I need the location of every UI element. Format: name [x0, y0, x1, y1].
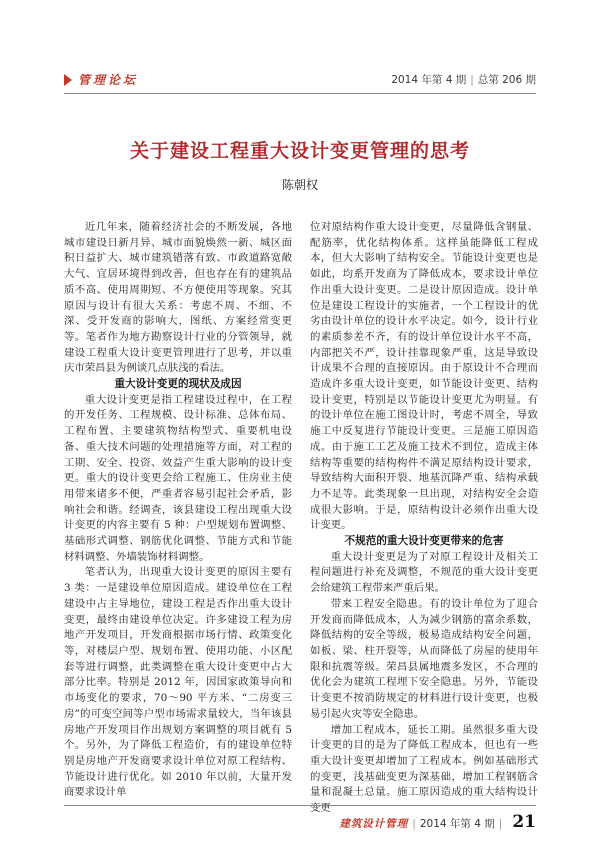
paragraph: 重大设计变更是指工程建设过程中，在工程的开发任务、工程规模、设计标准、总体布局、工程布置、主要建筑物结构型式、重要机电设备、重大技术问题的处理措施等方面，对工程的工期、安全、投资、效益产生重大影响的设计变更。重大的设计变更会给工程施工、住房业主使用带来诸多不便，严重者容易引起社会矛盾，影响社会和谐。经调查，该县建设工程出现重大设计变更的内容主要有 5 种：户型规划布置调整、基础形式调整、钢筋优化调整、节能方式和节能材料调整、外墙装饰材料调整。	[64, 393, 292, 563]
running-footer	[339, 812, 536, 832]
footer-issue: 2014 年第 4 期	[419, 818, 495, 830]
paragraph: 增加工程成本，延长工期。虽然很多重大设计变更的目的是为了降低工程成本，但也有一些重大设计变更却增加了工程成本。例如基础形式的变更，浅基础变更为深基础，增加工程钢筋含量和混凝土总量。施工原因造成的重大结构设计变更	[310, 723, 538, 815]
total-issue: 总第 206 期	[477, 74, 536, 86]
running-header	[64, 70, 536, 92]
header-rule	[64, 93, 536, 94]
section-label: 管理论坛	[78, 73, 139, 87]
section-heading: 重大设计变更的现状及成因	[114, 378, 242, 391]
left-column	[64, 220, 292, 801]
paragraph: 带来工程安全隐患。有的设计单位为了迎合开发商而降低成本，人为减少钢筋的富余系数，降低结构的安全等级，极易造成结构安全问题，如板、梁、柱开裂等，从而降低了房屋的使用年限和抗震等级。荣昌县属地震多发区，不合理的优化会为建筑工程埋下安全隐患。另外，节能设计变更不按消防规定的材料进行设计变更，也极易引起火灾等安全隐患。	[310, 597, 538, 720]
right-column	[310, 220, 538, 817]
separator: |	[498, 818, 503, 830]
article-title: 关于建设工程重大设计变更管理的思考	[129, 140, 470, 162]
paragraph: 近几年来，随着经济社会的不断发展，各地城市建设日新月异、城市面貌焕然一新、城区面积日益扩大、城市建筑错落有致、市政道路宽敞大气、宜居环境得到改善，但也存在有的建筑品质不高、使用周期短、不方便使用等现象。究其原因与设计有很大关系：考虑不周、不细、不深、受开发商的影响大，图纸、方案经常变更等。笔者作为地方勘察设计行业的分管领导，就建设工程重大设计变更管理进行了思考，并以重庆市荣昌县为例谈几点肤浅的看法。	[64, 221, 292, 375]
separator: |	[470, 74, 474, 86]
paragraph: 笔者认为，出现重大设计变更的原因主要有 3 类：一是建设单位原因造成。建设单位在工程建设中占主导地位，建设工程是否作出重大设计变更，最终由建设单位决定。许多建设工程为房地产开发项目，开发商根据市场行情、政策变化等，对楼层户型、规划布置、使用功能、小区配套等进行调整，此类调整在重大设计变更中占大部分比率。特别是 2012 年，因国家政策导向和市场变化的要求，70～90 平方米、“二房变三房”的可变空间等户型市场需求量较大，当年该县房地产开发项目作出规划方案调整的项目就有 5 个。另外，为了降低工程造价，有的建设单位特别是房地产开发商要求设计单位对原工程结构、节能设计进行优化。如 2010 年以前，大量开发商要求设计单	[64, 566, 292, 799]
paragraph: 重大设计变更是为了对原工程设计及相关工程问题进行补充及调整，不规范的重大设计变更会给建筑工程带来严重后果。	[310, 550, 538, 595]
section-arrow-icon	[64, 74, 72, 86]
article-author: 陈朝权	[281, 178, 318, 192]
journal-name: 建筑设计管理	[339, 818, 409, 830]
footer-rule	[64, 805, 536, 806]
section-heading: 不规范的重大设计变更带来的危害	[344, 535, 504, 548]
issue-info	[391, 72, 536, 87]
issue-number: 2014 年第 4 期	[391, 74, 467, 86]
page-number: 21	[512, 812, 536, 832]
paragraph: 位对原结构作重大设计变更，尽量降低含钢量、配筋率，优化结构体系。这样虽能降低工程成本，但大大影响了结构安全。节能设计变更也是如此，均系开发商为了降低成本，要求设计单位作出重大设计变更。二是设计原因造成。设计单位是建设工程设计的实施者，一个工程设计的优劣由设计单位的设计水平决定。如今，设计行业的素质参差不齐，有的设计单位设计水平不高，内部把关不严，设计挂靠现象严重，这是导致设计成果不合理的直接原因。由于原设计不合理而造成许多重大设计变更，如节能设计变更、结构设计变更，特别是以节能设计变更尤为明显。有的设计单位在施工图设计时，考虑不周全，导致施工中反复进行节能设计变更。三是施工原因造成。由于施工工艺及施工技术不到位，造成主体结构等重要的结构构件不满足原结构设计要求，导致结构大面积开裂、地基沉降严重、结构承载力不足等。此类现象一旦出现，对结构安全会造成很大影响。于是，原结构设计必须作出重大设计变更。	[310, 221, 538, 532]
separator: |	[412, 818, 416, 830]
